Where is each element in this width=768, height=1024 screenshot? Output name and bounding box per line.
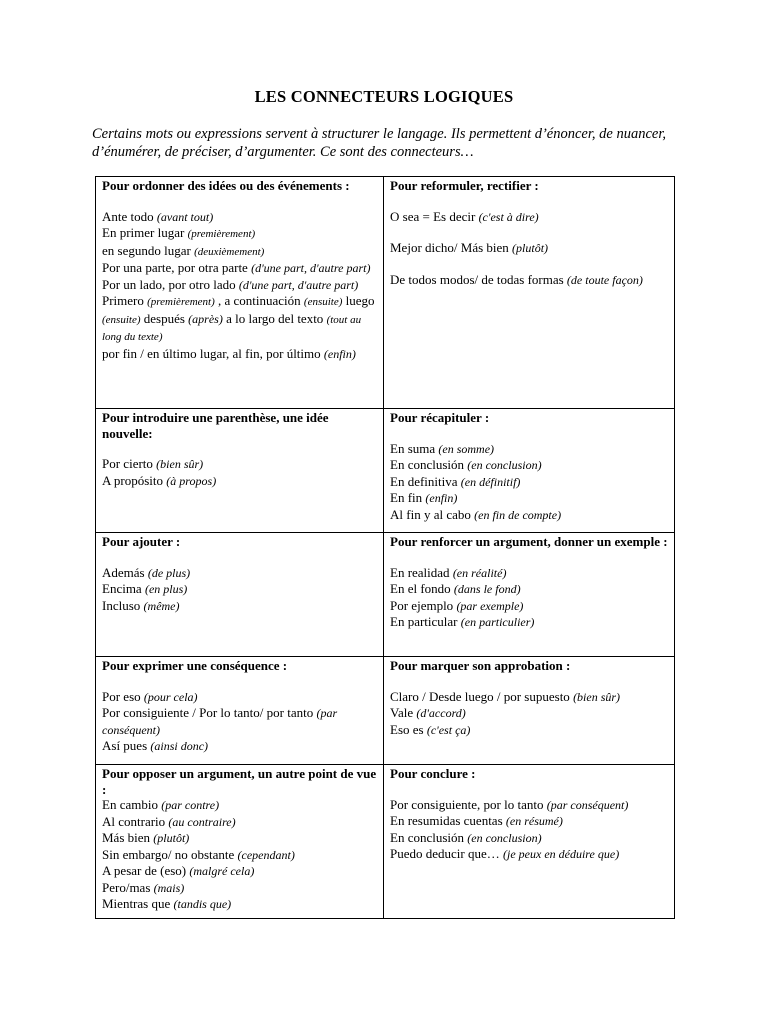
list-item: Por ejemplo (par exemple) <box>390 597 524 613</box>
cell-conclure <box>384 765 675 919</box>
list-item: En definitiva (en définitif) <box>390 473 521 489</box>
list-item: En suma (en somme) <box>390 440 495 456</box>
list-item: En fin (enfin) <box>390 490 458 505</box>
list-item: En el fondo (dans le fond) <box>390 581 521 596</box>
cell-heading: Pour renforcer un argument, donner un exemple : <box>390 534 668 549</box>
list-item: Más bien (plutôt) <box>102 830 190 845</box>
list-item: Sin embargo/ no obstante (cependant) <box>102 846 295 862</box>
list-item: Por consiguiente, por lo tanto (par conséquent) <box>390 796 629 812</box>
table-row <box>96 177 675 409</box>
cell-ajouter <box>96 533 384 657</box>
list-item: En cambio (par contre) <box>102 797 220 812</box>
table-row <box>96 657 675 765</box>
list-item: Encima (en plus) <box>102 581 188 596</box>
list-item: A pesar de (eso) (malgré cela) <box>102 863 255 878</box>
cell-heading: Pour exprimer une conséquence : <box>102 658 288 673</box>
cell-heading: Pour introduire une parenthèse, une idée nouvelle: <box>102 410 329 441</box>
table-row <box>96 533 675 657</box>
list-item: A propósito (à propos) <box>102 472 217 488</box>
list-item: En conclusión (en conclusion) <box>390 829 542 845</box>
page-title: LES CONNECTEURS LOGIQUES <box>254 87 514 106</box>
list-item: O sea = Es decir (c'est à dire) <box>390 208 539 224</box>
cell-approbation <box>384 657 675 765</box>
list-item: En realidad (en réalité) <box>390 564 507 580</box>
list-item: Eso es (c'est ça) <box>390 721 471 737</box>
list-item: En resumidas cuentas (en résumé) <box>390 813 563 828</box>
list-item: Claro / Desde luego / por supuesto (bien sûr) <box>390 688 621 704</box>
list-item: Mejor dicho/ Más bien (plutôt) <box>390 240 549 255</box>
cell-consequence <box>96 657 384 765</box>
table-row <box>96 765 675 919</box>
list-item: De todos modos/ de todas formas (de toute façon) <box>390 271 643 287</box>
list-item: Así pues (ainsi donc) <box>102 738 209 753</box>
cell-heading: Pour marquer son approbation : <box>390 658 571 673</box>
list-item: Por un lado, por otro lado (d'une part, d'autre part) <box>102 276 359 292</box>
cell-renforcer <box>384 533 675 657</box>
list-item: Por consiguiente / Por lo tanto/ por tanto (par conséquent) <box>102 705 338 737</box>
intro-paragraph: Certains mots ou expressions servent à structurer le langage. Ils permettent d’énoncer, de nuancer, d’énumérer, de préciser, d’argumenter. Ce sont des connecteurs… <box>92 126 666 160</box>
cell-heading: Pour reformuler, rectifier : <box>390 178 539 193</box>
list-item: En primer lugar (premièrement) <box>102 225 256 240</box>
cell-parenthese <box>96 409 384 533</box>
cell-opposer <box>96 765 384 919</box>
list-item: Al contrario (au contraire) <box>102 813 236 829</box>
list-item: Por una parte, por otra parte (d'une part, d'autre part) <box>102 260 371 275</box>
cell-ordonner <box>96 177 384 409</box>
connectors-table <box>95 176 675 919</box>
list-item: en segundo lugar (deuxièmement) <box>102 242 265 258</box>
cell-recapituler <box>384 409 675 533</box>
list-item: Puedo deducir que… (je peux en déduire que) <box>390 846 620 861</box>
list-item: Al fin y al cabo (en fin de compte) <box>390 506 562 522</box>
cell-heading: Pour opposer un argument, un autre point de vue : <box>102 766 377 797</box>
table-row <box>96 409 675 533</box>
list-item: Por cierto (bien sûr) <box>102 456 204 471</box>
cell-heading: Pour ajouter : <box>102 534 181 549</box>
list-item: En particular (en particulier) <box>390 614 535 629</box>
list-item: En conclusión (en conclusion) <box>390 457 542 472</box>
cell-reformuler <box>384 177 675 409</box>
list-item: por fin / en último lugar, al fin, por último (enfin) <box>102 345 356 361</box>
list-item: Además (de plus) <box>102 564 191 580</box>
cell-heading: Pour conclure : <box>390 766 476 781</box>
list-item: Vale (d'accord) <box>390 705 466 720</box>
list-item: Mientras que (tandis que) <box>102 896 232 911</box>
list-item: Por eso (pour cela) <box>102 688 198 704</box>
list-item: Ante todo (avant tout) <box>102 208 214 224</box>
list-item: Pero/mas (mais) <box>102 879 185 895</box>
list-item: Primero (premièrement) , a continuación (ensuite) luego (ensuite) después (après) a lo largo del texto (tout au long du texte) <box>102 293 375 343</box>
cell-heading: Pour récapituler : <box>390 410 490 425</box>
cell-heading: Pour ordonner des idées ou des événements : <box>102 178 350 193</box>
list-item: Incluso (même) <box>102 597 180 613</box>
